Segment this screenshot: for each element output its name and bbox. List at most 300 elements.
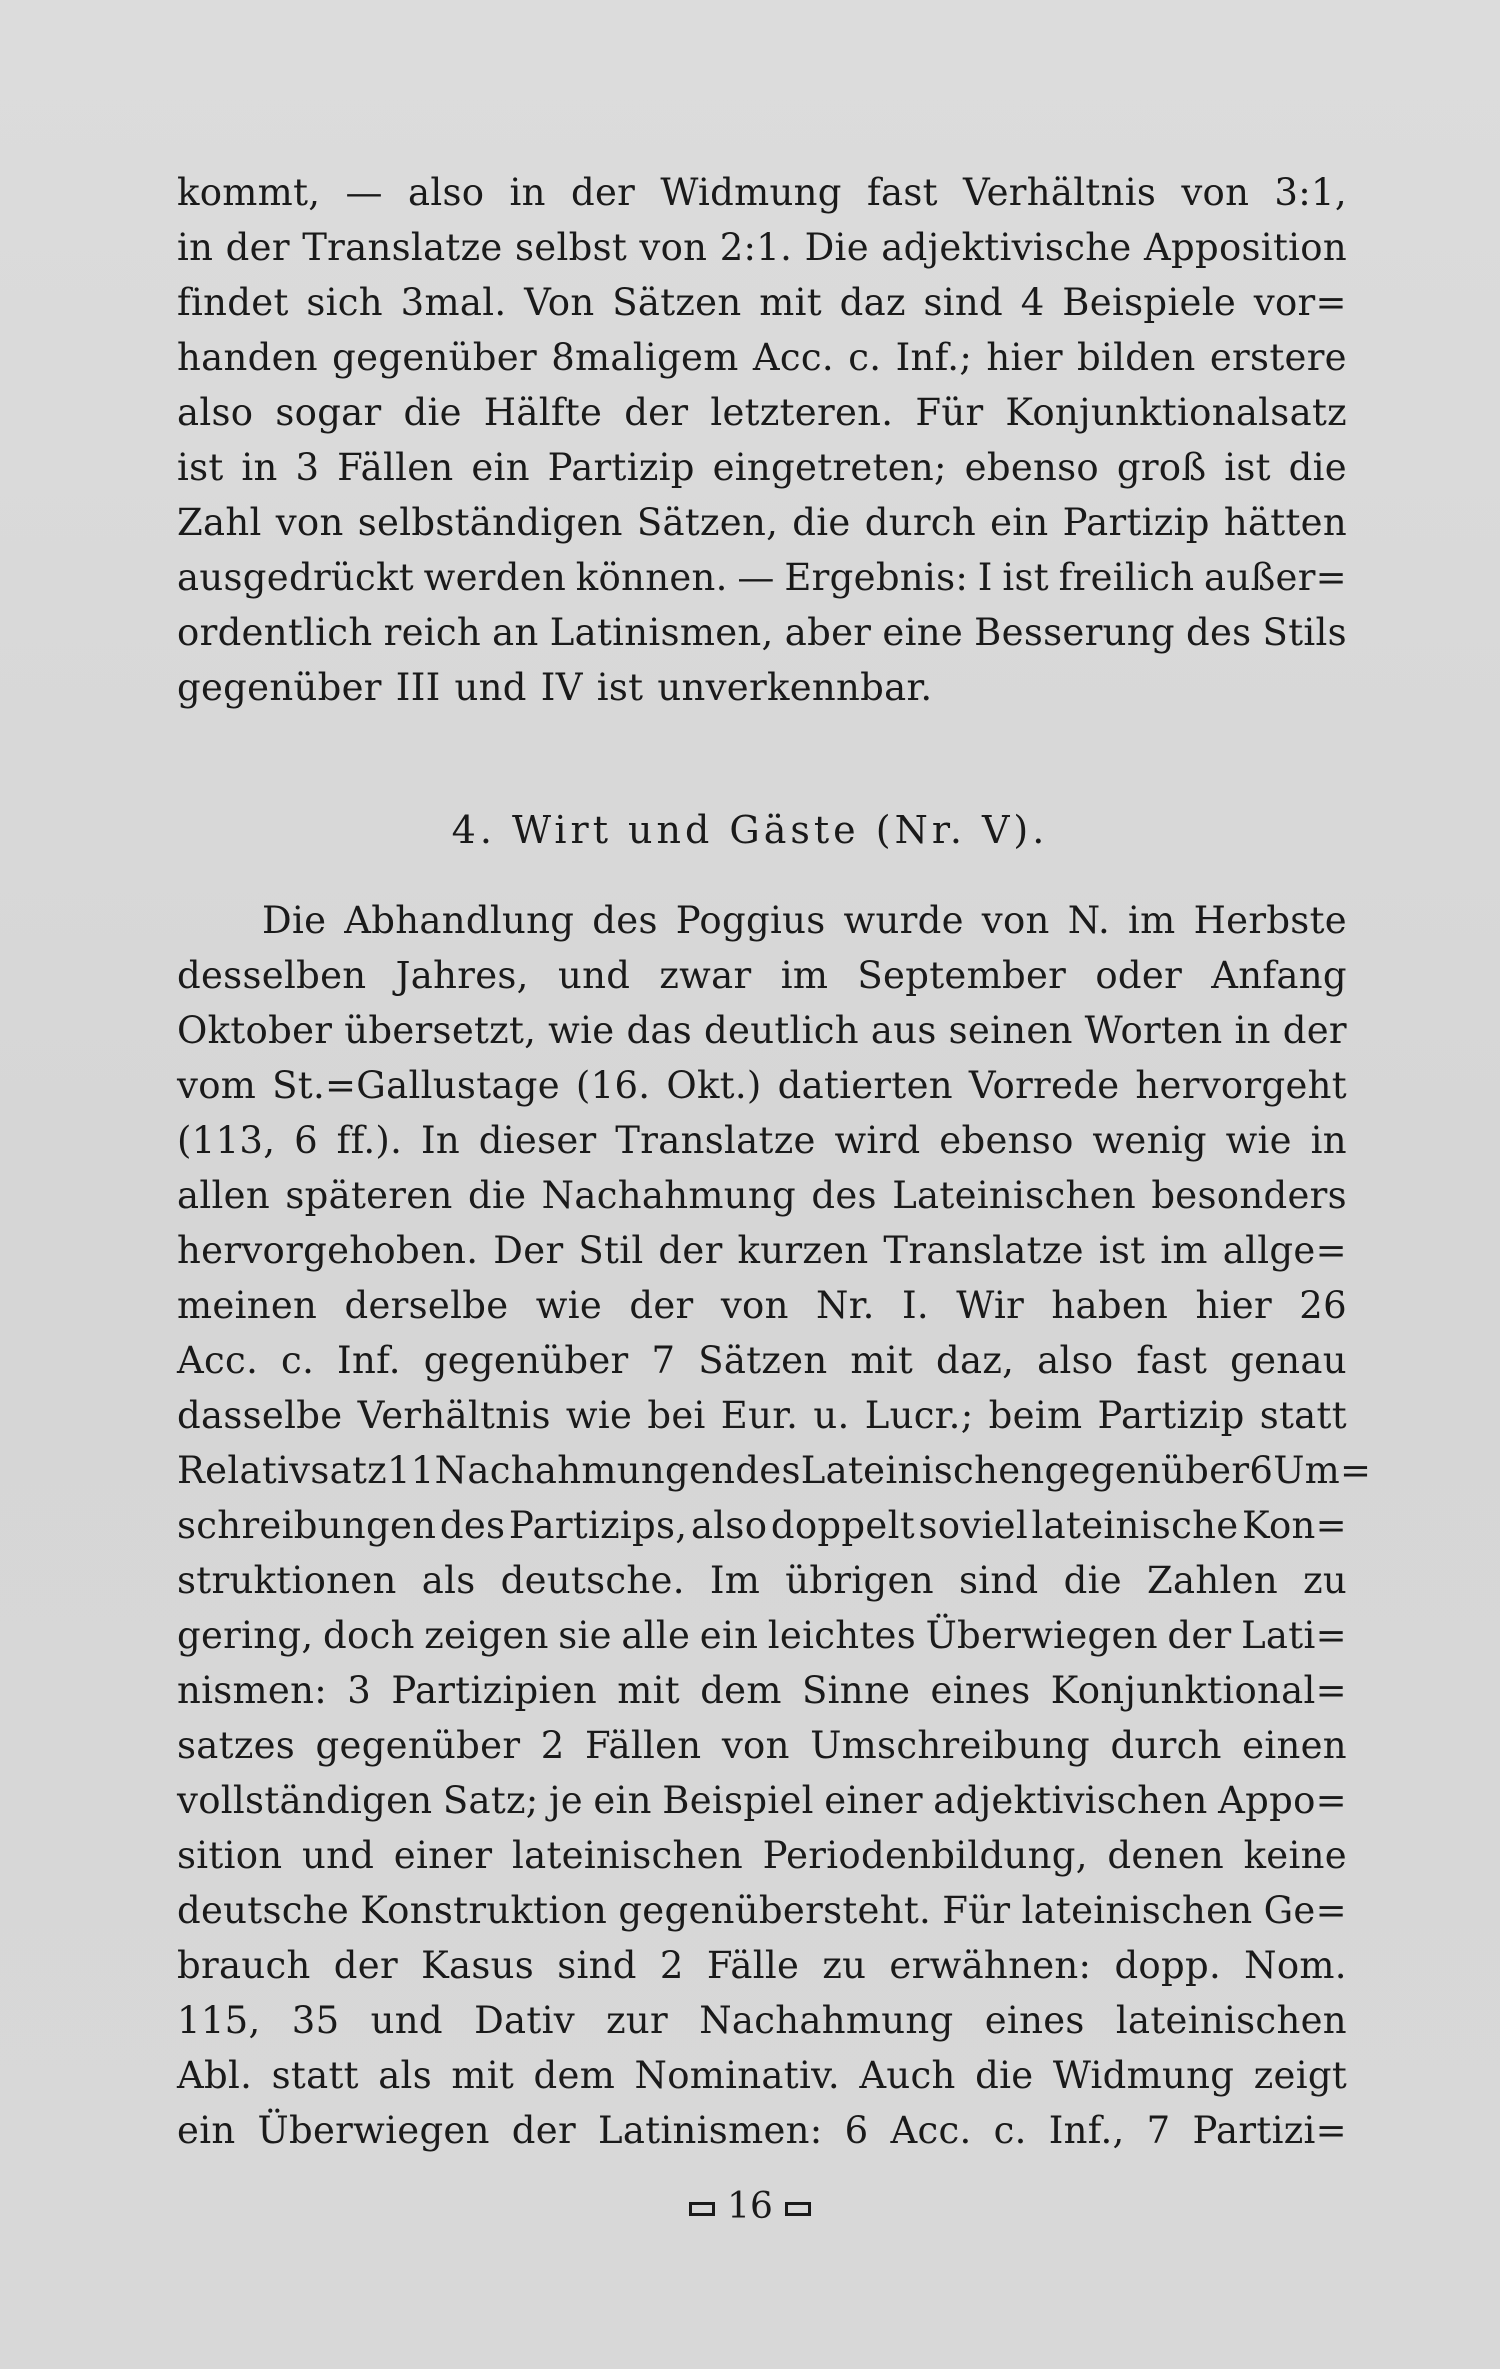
word: eines <box>984 1999 1085 2042</box>
word: aus <box>870 1009 937 1052</box>
word: des <box>1185 611 1252 654</box>
word: und <box>301 1834 375 1877</box>
word: doppelt <box>770 1504 915 1547</box>
word: findet <box>177 281 289 324</box>
text-line <box>177 550 1347 605</box>
word: Verhältnis <box>962 171 1157 214</box>
word: Apposition <box>1143 226 1347 269</box>
word: Beispiele <box>1062 281 1237 324</box>
word: Hälfte <box>483 391 603 434</box>
text-line <box>177 1828 1347 1883</box>
word: Poggius <box>675 899 826 942</box>
word: hervorgehoben. <box>177 1229 479 1272</box>
word: Sätzen <box>698 1339 828 1382</box>
word: lateinischen <box>1021 1889 1253 1932</box>
word: Partizi= <box>1192 2109 1347 2152</box>
word: Eur. <box>720 1394 799 1437</box>
word: einer <box>393 1834 493 1877</box>
word: Abhandlung <box>344 899 575 942</box>
word: unverkennbar. <box>657 666 933 709</box>
word: struktionen <box>177 1559 397 1602</box>
word: statt <box>1259 1394 1347 1437</box>
word: Nominativ. <box>634 2054 840 2097</box>
text-line <box>177 1993 1347 2048</box>
word: Translatze <box>302 226 503 269</box>
word: Appo= <box>1218 1779 1347 1822</box>
text-line <box>177 1773 1347 1828</box>
word: Translatze <box>883 1229 1084 1272</box>
word: gegenüber <box>423 1339 629 1382</box>
word: und <box>557 954 631 997</box>
word: das <box>626 1009 693 1052</box>
word: als <box>421 1559 476 1602</box>
word: zu <box>1303 1559 1347 1602</box>
word: zeigen <box>424 1614 549 1657</box>
text-line <box>177 2103 1347 2158</box>
word: Ergebnis: <box>784 556 969 599</box>
word: 6 <box>294 1119 318 1162</box>
text-line <box>177 275 1347 330</box>
word: 7 <box>1146 2109 1171 2152</box>
word: eine <box>882 611 964 654</box>
word: 2 <box>659 1944 684 1987</box>
word: Worten <box>1084 1009 1223 1052</box>
word: statt <box>271 2054 359 2097</box>
word: ein <box>177 2109 236 2152</box>
word: ein <box>471 446 530 489</box>
word: leichtes <box>767 1614 917 1657</box>
word: Satz; <box>442 1779 539 1822</box>
word: übersetzt, <box>344 1009 537 1052</box>
word: vor= <box>1253 281 1347 324</box>
word: ebenso <box>939 1119 1074 1162</box>
word: Sätzen, <box>636 501 779 544</box>
word: der <box>658 1229 723 1272</box>
text-line <box>177 1553 1347 1608</box>
word: Zahlen <box>1147 1559 1278 1602</box>
word: keine <box>1243 1834 1347 1877</box>
word: Nachahmungen <box>434 1449 736 1492</box>
word: sie <box>558 1614 612 1657</box>
word: Anfang <box>1211 954 1347 997</box>
word: reich <box>383 611 482 654</box>
word: erstere <box>1209 336 1347 379</box>
word: soviel <box>918 1504 1028 1547</box>
word: Herbste <box>1193 899 1347 942</box>
page-number-value: 16 <box>727 2186 773 2227</box>
word: gegenüber <box>1044 1449 1250 1492</box>
word: mit <box>759 281 822 324</box>
word: die <box>467 1174 527 1217</box>
text-line <box>177 1223 1347 1278</box>
word: je <box>548 1779 583 1822</box>
word: Sätzen <box>612 281 742 324</box>
word: seinen <box>948 1009 1073 1052</box>
word: Vorrede <box>968 1064 1120 1107</box>
word: hätten <box>1223 501 1347 544</box>
word: letzteren. <box>710 391 894 434</box>
word: desselben <box>177 954 367 997</box>
word: doch <box>323 1614 415 1657</box>
word: satzes <box>177 1724 296 1767</box>
text-line <box>177 220 1347 275</box>
text-line <box>177 1938 1347 1993</box>
word: oder <box>1095 954 1183 997</box>
word: einer <box>824 1779 923 1822</box>
word: Nachahmung <box>699 1999 954 2042</box>
word: selbständigen <box>357 501 623 544</box>
word: Abl. <box>177 2054 253 2097</box>
word: wenig <box>1092 1119 1207 1162</box>
word: durch <box>864 501 976 544</box>
word: lateinische <box>1031 1504 1239 1547</box>
word: Sinne <box>802 1669 911 1712</box>
word: Konstruktion <box>360 1889 608 1932</box>
word: Kasus <box>421 1944 535 1987</box>
text-line <box>177 440 1347 495</box>
word: sition <box>177 1834 283 1877</box>
word: c. <box>848 336 882 379</box>
word: Nachahmung <box>541 1174 796 1217</box>
word: bilden <box>1077 336 1196 379</box>
word: Oktober <box>177 1009 333 1052</box>
page-number <box>0 2182 1500 2232</box>
word: lateinischen <box>511 1834 744 1877</box>
word: Um= <box>1273 1449 1372 1492</box>
word: ff.). <box>336 1119 403 1162</box>
word: ein <box>699 1614 759 1657</box>
word: eines <box>930 1669 1031 1712</box>
word: 3 <box>347 1669 372 1712</box>
word: N. <box>1067 899 1111 942</box>
text-line <box>177 1278 1347 1333</box>
text-line <box>177 385 1347 440</box>
word: zeigt <box>1253 2054 1347 2097</box>
word: dem <box>700 1669 782 1712</box>
word: 3:1, <box>1274 171 1347 214</box>
word: ausgedrückt <box>177 556 414 599</box>
word: der <box>333 1944 398 1987</box>
word: die <box>1288 446 1347 489</box>
word: 6 <box>844 2109 869 2152</box>
word: Auch <box>859 2054 956 2097</box>
word: fast <box>1136 1339 1208 1382</box>
word: Ge= <box>1263 1889 1347 1932</box>
word: dopp. <box>1114 1944 1222 1987</box>
word: übrigen <box>785 1559 934 1602</box>
text-line <box>177 1388 1347 1443</box>
word: gegenüber <box>332 336 537 379</box>
ornament-box-icon <box>785 2202 811 2216</box>
word: in <box>1234 1009 1271 1052</box>
word: zu <box>822 1944 867 1987</box>
word: besonders <box>1151 1174 1347 1217</box>
word: daz, <box>936 1339 1015 1382</box>
word: Acc. <box>752 336 834 379</box>
word: können. <box>575 556 728 599</box>
word: Dativ <box>474 1999 575 2042</box>
word: gering, <box>177 1614 314 1657</box>
word: mit <box>850 1339 914 1382</box>
word: September <box>857 954 1067 997</box>
ornament-box-icon <box>689 2202 715 2216</box>
word: zur <box>606 1999 669 2042</box>
word: aber <box>784 611 872 654</box>
word: hervorgeht <box>1135 1064 1347 1107</box>
word: einen <box>1242 1724 1347 1767</box>
word: Nr. <box>816 1284 875 1327</box>
word: daz <box>839 281 906 324</box>
word: Latinismen: <box>598 2109 823 2152</box>
word: c. <box>993 2109 1027 2152</box>
text-line <box>177 948 1347 1003</box>
word: eingetreten; <box>712 446 947 489</box>
word: 35 <box>291 1999 340 2042</box>
word: die <box>975 2054 1034 2097</box>
word: adjektivische <box>881 226 1132 269</box>
text-line <box>177 1663 1347 1718</box>
word: Partizips, <box>508 1504 688 1547</box>
word: ein <box>593 1779 652 1822</box>
word: mit <box>451 2054 515 2097</box>
word: von <box>981 899 1050 942</box>
word: 115, <box>177 1999 261 2042</box>
word: wie <box>548 1009 615 1052</box>
text-line <box>177 2048 1347 2103</box>
word: selbst <box>514 226 628 269</box>
word: — <box>345 171 383 214</box>
word: Widmung <box>660 171 842 214</box>
word: Translatze <box>615 1119 816 1162</box>
word: der <box>1282 1009 1347 1052</box>
word: — <box>737 556 775 599</box>
word: von <box>720 1284 789 1327</box>
word: als <box>378 2054 432 2097</box>
word: ist <box>1002 556 1049 599</box>
word: Umschreibung <box>810 1724 1091 1767</box>
word: 6 <box>1249 1449 1274 1492</box>
word: im <box>780 954 829 997</box>
word: 26 <box>1299 1284 1347 1327</box>
word: ordentlich <box>177 611 373 654</box>
word: von <box>275 501 344 544</box>
word: ist <box>1224 446 1271 489</box>
word: wie <box>1225 1119 1292 1162</box>
word: Relativsatz <box>177 1449 387 1492</box>
word: Stil <box>578 1229 644 1272</box>
word: handen <box>177 336 318 379</box>
word: St.=Gallustage <box>272 1064 560 1107</box>
word: denen <box>1107 1834 1225 1877</box>
word: lateinischen <box>1115 1999 1347 2042</box>
word: Okt.) <box>666 1064 762 1107</box>
word: Besserung <box>974 611 1175 654</box>
word: Die <box>804 226 869 269</box>
word: IV <box>540 666 583 709</box>
word: Lati= <box>1241 1614 1347 1657</box>
word: dieser <box>478 1119 597 1162</box>
word: vom <box>177 1064 257 1107</box>
word: dem <box>533 2054 616 2097</box>
word: Überwiegen <box>925 1614 1158 1657</box>
word: Acc. <box>177 1339 259 1382</box>
word: gegenübersteht. <box>618 1889 932 1932</box>
word: Stils <box>1262 611 1347 654</box>
word: Latinismen, <box>549 611 774 654</box>
word: Partizip <box>547 446 695 489</box>
word: von <box>1181 171 1250 214</box>
word: (113, <box>177 1119 276 1162</box>
word: III <box>395 666 441 709</box>
word: groß <box>1116 446 1207 489</box>
word: Inf. <box>337 1339 401 1382</box>
word: 2 <box>540 1724 565 1767</box>
word: 3mal. <box>400 281 507 324</box>
word: Konjunktional= <box>1050 1669 1347 1712</box>
word: ein <box>990 501 1049 544</box>
word: die <box>1063 1559 1122 1602</box>
word: vollständigen <box>177 1779 433 1822</box>
word: von <box>721 1724 790 1767</box>
word: also <box>407 171 485 214</box>
word: in <box>1310 1119 1347 1162</box>
word: Lucr.; <box>864 1394 974 1437</box>
word: sind <box>923 281 1004 324</box>
word: Für <box>942 1889 1011 1932</box>
word: des <box>439 1504 506 1547</box>
word: Periodenbildung, <box>762 1834 1088 1877</box>
word: späteren <box>285 1174 453 1217</box>
word: deutlich <box>704 1009 859 1052</box>
word: I. <box>902 1284 929 1327</box>
word: sind <box>557 1944 637 1987</box>
word: Inf., <box>1048 2109 1125 2152</box>
word: wie <box>535 1284 603 1327</box>
word: Inf.; <box>895 336 973 379</box>
word: genau <box>1230 1339 1347 1382</box>
word: hier <box>986 336 1063 379</box>
word: an <box>492 611 539 654</box>
word: der <box>570 171 636 214</box>
word: Widmung <box>1052 2054 1235 2097</box>
word: datierten <box>777 1064 953 1107</box>
word: Partizipien <box>391 1669 597 1712</box>
word: Die <box>262 899 327 942</box>
word: Lateinischen <box>800 1449 1045 1492</box>
text-line <box>177 330 1347 385</box>
word: schreibungen <box>177 1504 437 1547</box>
word: des <box>811 1174 877 1217</box>
word: werden <box>423 556 567 599</box>
word: In <box>420 1119 460 1162</box>
word: Im <box>709 1559 761 1602</box>
word: wie <box>565 1394 633 1437</box>
word: Partizip <box>1097 1394 1245 1437</box>
word: deutsche <box>177 1889 350 1932</box>
word: haben <box>1051 1284 1169 1327</box>
word: in <box>241 446 278 489</box>
text-line <box>177 495 1347 550</box>
text-line <box>177 165 1347 220</box>
word: mit <box>617 1669 680 1712</box>
word: in <box>177 226 214 269</box>
word: erwähnen: <box>889 1944 1092 1987</box>
word: sich <box>306 281 383 324</box>
word: Verhältnis <box>357 1394 551 1437</box>
word: (16. <box>575 1064 651 1107</box>
word: bei <box>647 1394 706 1437</box>
paragraph-2 <box>177 893 1372 2158</box>
word: adjektivischen <box>933 1779 1208 1822</box>
word: zwar <box>659 954 752 997</box>
word: Fällen <box>585 1724 702 1767</box>
word: wurde <box>843 899 964 942</box>
word: Lateinischen <box>892 1174 1136 1217</box>
word: Für <box>915 391 984 434</box>
word: wird <box>834 1119 921 1162</box>
word: ebenso <box>964 446 1100 489</box>
word: die <box>792 501 851 544</box>
word: 11 <box>386 1449 435 1492</box>
word: also <box>1037 1339 1114 1382</box>
word: sogar <box>275 391 382 434</box>
word: von <box>639 226 708 269</box>
text-line <box>177 893 1347 948</box>
word: durch <box>1110 1724 1222 1767</box>
word: 3 <box>295 446 320 489</box>
paragraph-1 <box>177 165 1347 715</box>
word: der <box>629 1284 694 1327</box>
word: Kon= <box>1242 1504 1347 1547</box>
word: Fälle <box>706 1944 800 1987</box>
word: der <box>1167 1614 1232 1657</box>
word: 7 <box>651 1339 676 1382</box>
word: ist <box>177 446 224 489</box>
word: die <box>403 391 462 434</box>
word: außer= <box>1204 556 1347 599</box>
word: Der <box>493 1229 564 1272</box>
word: 8maligem <box>551 336 739 379</box>
word: Partizip <box>1062 501 1210 544</box>
word: alle <box>621 1614 691 1657</box>
word: brauch <box>177 1944 311 1987</box>
word: Nom. <box>1244 1944 1347 1987</box>
word: meinen <box>177 1284 318 1327</box>
word: derselbe <box>344 1284 509 1327</box>
text-line <box>177 1498 1347 1553</box>
word: beim <box>988 1394 1083 1437</box>
text-line <box>177 1058 1347 1113</box>
text-line <box>177 1718 1347 1773</box>
word: c. <box>281 1339 315 1382</box>
text-line <box>177 1883 1347 1938</box>
word: ist <box>596 666 644 709</box>
text-line <box>177 1608 1347 1663</box>
word: der <box>225 226 290 269</box>
word: der <box>511 2109 576 2152</box>
word: des <box>735 1449 801 1492</box>
word: im <box>1160 1229 1208 1272</box>
word: kommt, <box>177 171 321 214</box>
text-line <box>177 1168 1347 1223</box>
word: in <box>509 171 546 214</box>
word: und <box>370 1999 443 2042</box>
word: Acc. <box>890 2109 972 2152</box>
word: Konjunktionalsatz <box>1005 391 1347 434</box>
word: fast <box>866 171 938 214</box>
text-line <box>177 1443 1372 1498</box>
word: der <box>624 391 689 434</box>
